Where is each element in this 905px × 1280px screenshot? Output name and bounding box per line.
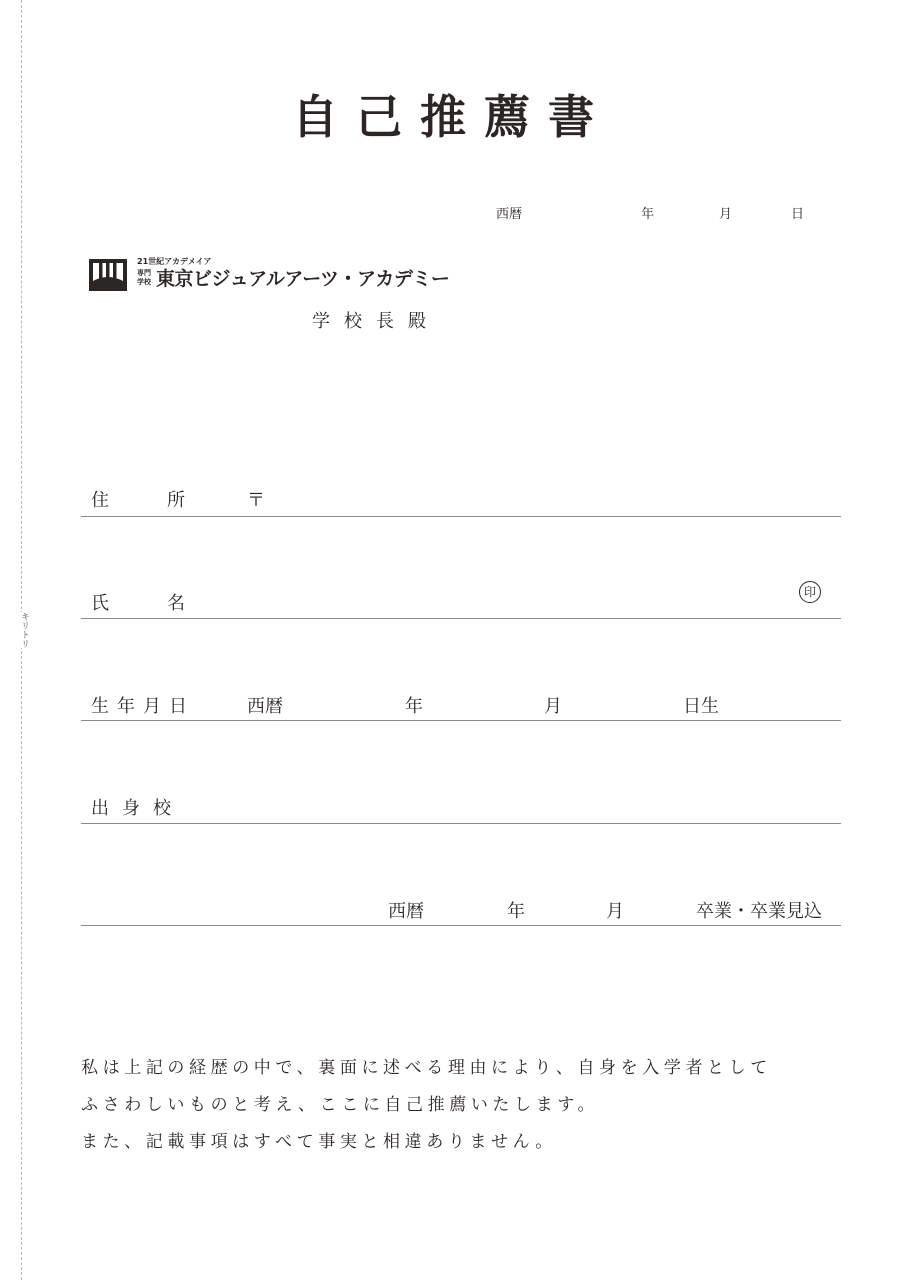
name-label: 氏名 — [91, 593, 243, 614]
birth-field[interactable] — [81, 720, 841, 721]
statement-line: また、記載事項はすべて事実と相違ありません。 — [81, 1132, 557, 1152]
grad-era: 西暦 — [388, 901, 424, 922]
school-prefix: 専門学校 — [137, 269, 151, 286]
graduation-field[interactable] — [81, 925, 841, 926]
header-date-month: 月 — [719, 207, 733, 222]
header-date-year: 年 — [641, 207, 655, 222]
addressee: 学校長殿 — [312, 311, 440, 332]
header-date-era: 西暦 — [496, 207, 523, 222]
birth-label: 生年月日 — [91, 696, 195, 717]
grad-year: 年 — [507, 901, 525, 922]
school-name: 東京ビジュアルアーツ・アカデミー — [156, 268, 450, 290]
name-field[interactable] — [81, 618, 841, 619]
statement — [81, 1050, 841, 1161]
postal-mark: 〒 — [247, 490, 265, 511]
seal-icon: 印 — [799, 581, 821, 603]
school-logo — [89, 257, 449, 293]
header-date-day: 日 — [791, 207, 805, 222]
statement-line: ふさわしいものと考え、ここに自己推薦いたします。 — [81, 1095, 600, 1115]
birth-month: 月 — [544, 696, 562, 717]
cut-label: キリトリ — [13, 612, 29, 648]
grad-month: 月 — [606, 901, 624, 922]
document-title: 自己推薦書 — [292, 90, 612, 144]
statement-line: 私は上記の経歴の中で、裏面に述べる理由により、自身を入学者として — [81, 1058, 772, 1078]
grad-status: 卒業・卒業見込 — [696, 901, 822, 922]
school-field[interactable] — [81, 823, 841, 824]
school-tagline: 21世紀アカデメイア — [137, 257, 212, 266]
address-label: 住所 — [91, 490, 243, 511]
school-logo-mark-icon — [89, 259, 127, 291]
birth-year: 年 — [405, 696, 423, 717]
school-label: 出身校 — [91, 798, 184, 819]
birth-era: 西暦 — [247, 696, 283, 717]
address-field[interactable] — [81, 516, 841, 517]
birth-day: 日生 — [683, 696, 719, 717]
